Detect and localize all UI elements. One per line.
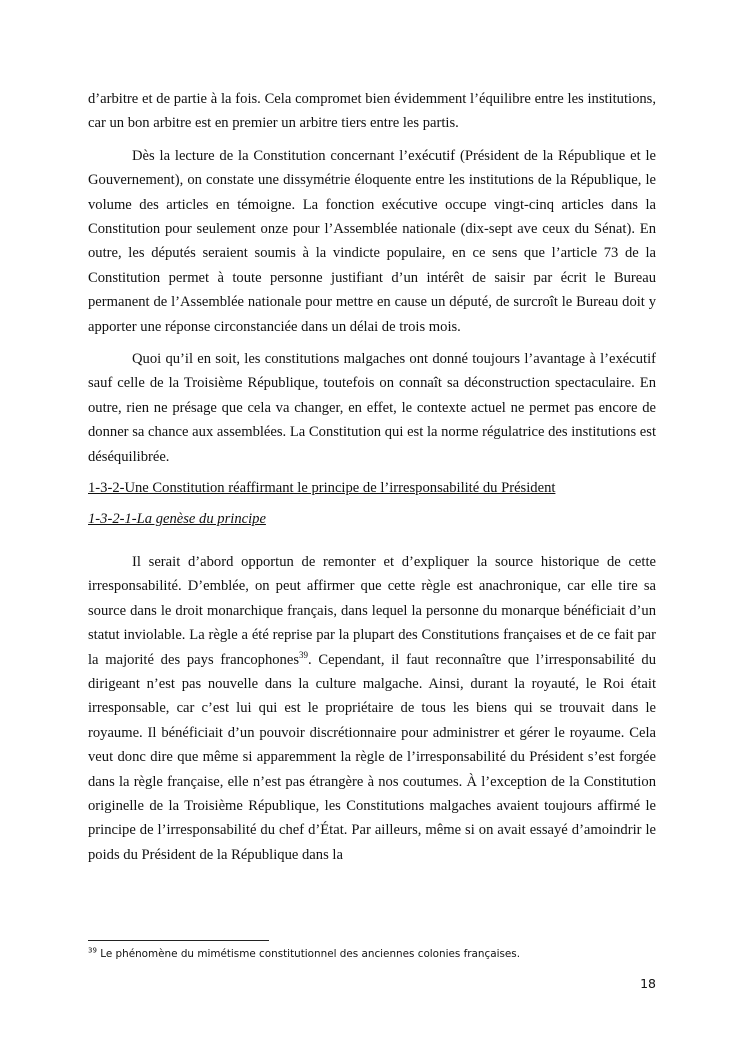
footnote-number: 39 [88, 946, 97, 955]
paragraph-genesis-text-end: . Cependant, il faut reconnaître que l’irresponsabilité du dirigeant n’est pas nouvelle dans la culture malgache. Ainsi, durant la royauté, le Roi était irresponsable, car c’est lui qui est le propriétaire de tous les biens qui se trouvait dans le royaume. Il bénéficiait d’un pouvoir discrétionnaire pour administrer et gérer le royaume. Cela veut donc dire que même si apparemment la règle de l’irresponsabilité du Président s’est forgée dans la règle française, elle n’est pas étrangère à nos coutumes. À l’exception de la Constitution originelle de la Troisième République, les Constitutions malgaches avaient toujours affirmé le principe de l’irresponsabilité du chef d’État. Par ailleurs, même si on avait essayé d’amoindrir le poids du Président de la République dans la [88, 651, 656, 863]
footnote-text: Le phénomène du mimétisme constitutionnel des anciennes colonies françaises. [96, 948, 520, 960]
paragraph-genesis [88, 550, 656, 867]
page-number: 18 [640, 976, 656, 991]
footnote [88, 947, 656, 961]
paragraph-continuation: d’arbitre et de partie à la fois. Cela compromet bien évidemment l’équilibre entre les institutions, car un bon arbitre est en premier un arbitre tiers entre les partis. [88, 91, 656, 132]
body-text [88, 87, 656, 867]
paragraph-malagasy-constitutions: Quoi qu’il en soit, les constitutions malgaches ont donné toujours l’avantage à l’exécutif sauf celle de la Troisième République, toutefois on connaît sa déconstruction spectaculaire. En outre, rien ne présage que cela va changer, en effet, le contexte actuel ne permet pas encore de donner sa chance aux assemblées. La Constitution qui est la norme régulatrice des institutions est déséquilibrée. [88, 351, 656, 465]
paragraph-genesis-text-start: Il serait d’abord opportun de remonter et d’expliquer la source historique de cette irresponsabilité. D’emblée, on peut affirmer que cette règle est anachronique, car elle tire sa source dans le droit monarchique français, dans lequel la personne du monarque bénéficiait d’un statut inviolable. La règle a été reprise par la plupart des Constitutions françaises et de ce fait par la majorité des pays francophones [88, 553, 656, 668]
paragraph-executive-dissymmetry: Dès la lecture de la Constitution concernant l’exécutif (Président de la République et le Gouvernement), on constate une dissymétrie éloquente entre les institutions de la République, le volume des articles en témoigne. La fonction exécutive occupe vingt-cinq articles dans la Constitution pour seulement onze pour l’Assemblée nationale (dix-sept ave ceux du Sénat). En outre, les députés seraient soumis à la vindicte populaire, en ce sens que l’article 73 de la Constitution permet à toute personne justifiant d’un intérêt de saisir par écrit le Bureau permanent de l’Assemblée nationale pour mettre en cause un député, de surcroît le Bureau doit y apporter une réponse circonstanciée dans un délai de trois mois. [88, 147, 656, 335]
footnote-reference: 39 [299, 649, 309, 660]
subsection-heading: 1-3-2-1-La genèse du principe [88, 510, 266, 527]
section-heading: 1-3-2-Une Constitution réaffirmant le principe de l’irresponsabilité du Président [88, 480, 556, 497]
footnote-separator [88, 940, 269, 941]
